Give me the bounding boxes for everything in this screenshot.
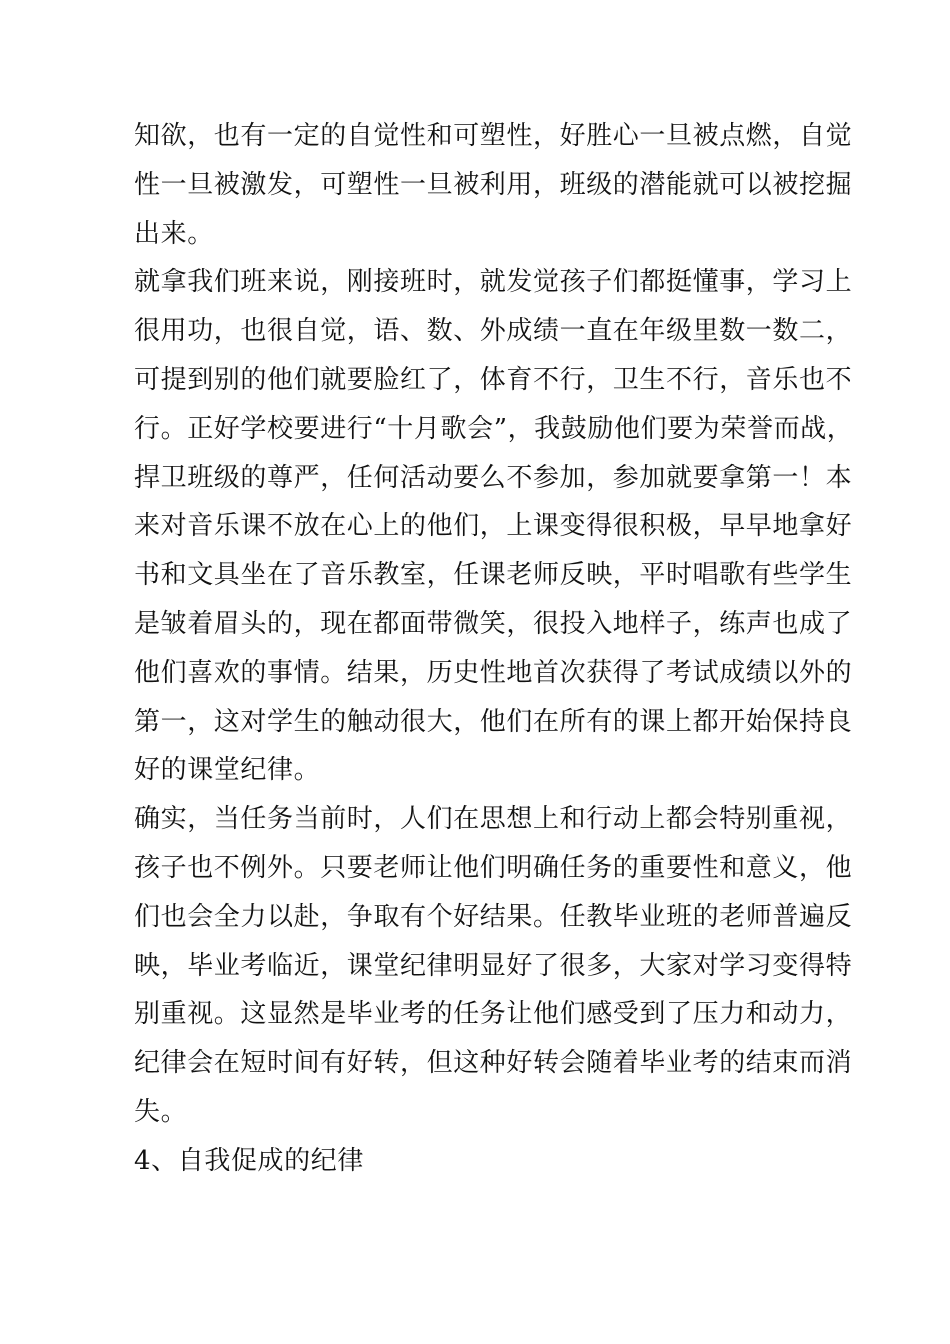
text-line: 确实，当任务当前时，人们在思想上和行动上都会特别重视， [134, 804, 853, 835]
document-body [134, 112, 854, 1186]
text-line: 很用功，也很自觉，语、数、外成绩一直在年级里数一数二， [134, 316, 853, 347]
text-line: 书和文具坐在了音乐教室，任课老师反映，平时唱歌有些学生 [134, 560, 853, 591]
text-line: 孩子也不例外。只要老师让他们明确任务的重要性和意义，他 [134, 852, 853, 883]
text-line: 失。 [134, 1096, 188, 1127]
text-line: 是皱着眉头的，现在都面带微笑，很投入地样子，练声也成了 [134, 608, 853, 639]
text-line: 别重视。这显然是毕业考的任务让他们感受到了压力和动力， [134, 999, 853, 1030]
text-line: 第一，这对学生的触动很大，他们在所有的课上都开始保持良 [134, 706, 853, 737]
text-line: 出来。 [134, 218, 214, 249]
text-line: 行。正好学校要进行“十月歌会”，我鼓励他们要为荣誉而战， [134, 413, 854, 444]
text-line: 可提到别的他们就要脸红了，体育不行，卫生不行，音乐也不 [134, 364, 853, 395]
text-line: 纪律会在短时间有好转，但这种好转会随着毕业考的结束而消 [134, 1048, 853, 1079]
text-line: 们也会全力以赴，争取有个好结果。任教毕业班的老师普遍反 [134, 901, 853, 932]
text-line: 映，毕业考临近，课堂纪律明显好了很多，大家对学习变得特 [134, 950, 853, 981]
text-line: 他们喜欢的事情。结果，历史性地首次获得了考试成绩以外的 [134, 657, 853, 688]
text-line: 捍卫班级的尊严，任何活动要么不参加，参加就要拿第一！本 [134, 462, 853, 493]
text-line: 来对音乐课不放在心上的他们，上课变得很积极，早早地拿好 [134, 511, 853, 542]
text-line: 好的课堂纪律。 [134, 755, 321, 786]
text-line: 性一旦被激发，可塑性一旦被利用，班级的潜能就可以被挖掘 [134, 169, 853, 200]
text-line: 知欲，也有一定的自觉性和可塑性，好胜心一旦被点燃，自觉 [134, 121, 853, 151]
section-heading: 4、自我促成的纪律 [134, 1145, 364, 1176]
text-line: 就拿我们班来说，刚接班时，就发觉孩子们都挺懂事，学习上 [134, 267, 853, 298]
